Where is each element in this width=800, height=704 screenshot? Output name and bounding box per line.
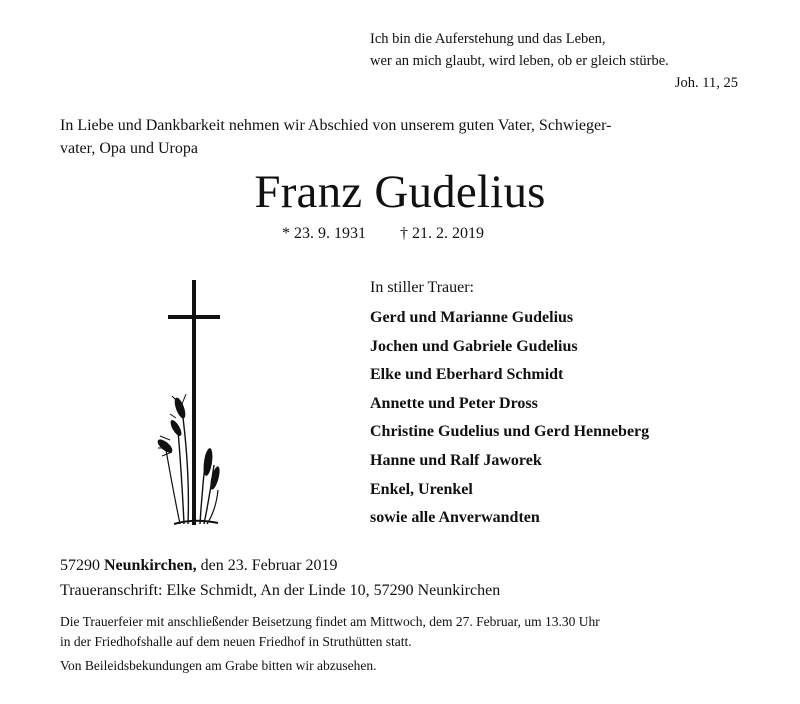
funeral-details-line-2: in der Friedhofshalle auf dem neuen Friedhof in Struthütten statt. — [60, 634, 412, 649]
mourner-name: sowie alle Anverwandten — [370, 509, 540, 527]
quote-line-2: wer an mich glaubt, wird leben, ob er gleich stürbe. — [370, 53, 669, 69]
mourner-name: Hanne und Ralf Jaworek — [370, 451, 542, 469]
mourning-lead: In stiller Trauer: — [370, 279, 474, 296]
funeral-details-line-1: Die Trauerfeier mit anschließender Beisetzung findet am Mittwoch, dem 27. Februar, um 13.30 Uhr — [60, 614, 600, 629]
life-dates — [282, 222, 484, 246]
quote-reference: Joh. 11, 25 — [674, 75, 738, 91]
mourner-name: Christine Gudelius und Gerd Henneberg — [370, 423, 650, 441]
intro-line-1: In Liebe und Dankbarkeit nehmen wir Abschied von unserem guten Vater, Schwieger- — [60, 117, 612, 134]
place-and-date — [60, 554, 337, 578]
deceased-name: Franz Gudelius — [254, 166, 546, 218]
mourner-name: Jochen und Gabriele Gudelius — [370, 337, 578, 355]
postcode: 57290 — [60, 557, 100, 574]
mourner-name: Annette und Peter Dross — [370, 394, 538, 412]
notice-date: den 23. Februar 2019 — [200, 557, 338, 574]
cross-with-wheat-icon — [152, 280, 232, 535]
mourner-name: Gerd und Marianne Gudelius — [370, 309, 574, 326]
quote-line-1: Ich bin die Auferstehung und das Leben, — [370, 31, 606, 47]
intro-text — [60, 114, 750, 160]
mourner-name: Elke und Eberhard Schmidt — [370, 366, 564, 384]
intro-line-2: vater, Opa und Uropa — [60, 140, 198, 157]
mourner-name: Enkel, Urenkel — [370, 480, 473, 498]
town: Neunkirchen, — [104, 557, 197, 574]
death-date: † 21. 2. 2019 — [400, 225, 484, 242]
mourning-address: Traueranschrift: Elke Schmidt, An der Linde 10, 57290 Neunkirchen — [60, 582, 501, 599]
bible-quote — [370, 28, 770, 94]
condolence-note: Von Beileidsbekundungen am Grabe bitten wir abzusehen. — [60, 658, 377, 673]
funeral-details — [60, 612, 760, 652]
birth-date: * 23. 9. 1931 — [282, 225, 366, 242]
mourners-list — [370, 276, 649, 533]
